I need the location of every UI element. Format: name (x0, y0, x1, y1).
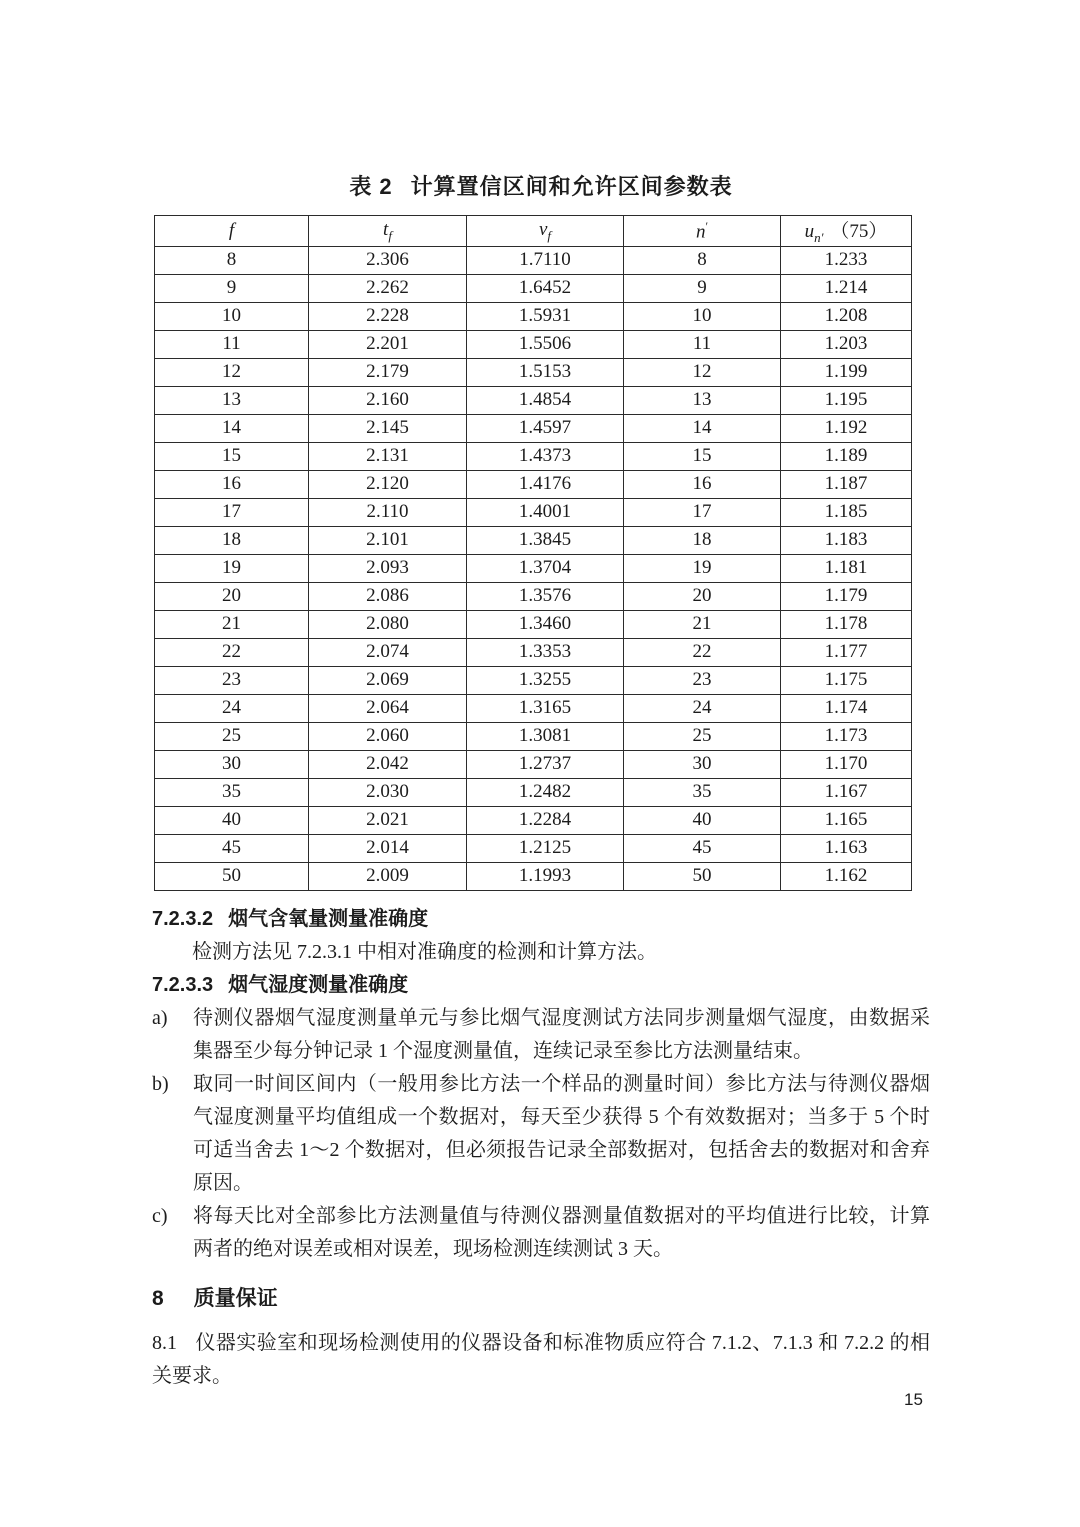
table-row (155, 526, 912, 554)
table-cell: 8 (624, 246, 781, 274)
table-cell: 40 (155, 806, 309, 834)
table-cell: 8 (155, 246, 309, 274)
table-cell: 1.2482 (467, 778, 624, 806)
table-cell: 18 (155, 526, 309, 554)
table-cell: 20 (155, 582, 309, 610)
table-cell: 22 (624, 638, 781, 666)
table-row (155, 414, 912, 442)
table-cell: 1.177 (781, 638, 912, 666)
table-cell: 2.014 (309, 834, 467, 862)
table-cell: 2.262 (309, 274, 467, 302)
chapter-title: 质量保证 (193, 1286, 278, 1310)
table-cell: 1.2284 (467, 806, 624, 834)
clause-text: 仪器实验室和现场检测使用的仪器设备和标准物质应符合 7.1.2、7.1.3 和 7.2.2 的相关要求。 (152, 1331, 930, 1387)
table-body (155, 246, 912, 890)
table-cell: 19 (624, 554, 781, 582)
table-cell: 18 (624, 526, 781, 554)
table-cell: 1.3081 (467, 722, 624, 750)
page-number: 15 (904, 1390, 923, 1409)
table-cell: 21 (155, 610, 309, 638)
table-cell: 1.170 (781, 750, 912, 778)
table-cell: 11 (155, 330, 309, 358)
table-cell: 2.179 (309, 358, 467, 386)
table-cell: 13 (155, 386, 309, 414)
table-cell: 1.3704 (467, 554, 624, 582)
table-cell: 1.4373 (467, 442, 624, 470)
table-cell: 2.009 (309, 862, 467, 890)
table-row (155, 442, 912, 470)
table-cell: 1.183 (781, 526, 912, 554)
table-cell: 2.060 (309, 722, 467, 750)
table-cell: 45 (155, 834, 309, 862)
table-cell: 35 (155, 778, 309, 806)
table-cell: 2.069 (309, 666, 467, 694)
table-cell: 24 (155, 694, 309, 722)
table-cell: 16 (624, 470, 781, 498)
column-header-nprime: n′ (624, 216, 781, 247)
table-cell: 15 (155, 442, 309, 470)
table-cell: 10 (624, 302, 781, 330)
table-cell: 1.167 (781, 778, 912, 806)
table-cell: 24 (624, 694, 781, 722)
table-cell: 1.208 (781, 302, 912, 330)
heading-7-2-3-2 (152, 903, 930, 936)
column-header-un75: $u_{n'}$ （75） (781, 216, 912, 247)
column-header-vf: $v_f$ (467, 216, 624, 247)
table-cell: 17 (624, 498, 781, 526)
table-cell: 2.030 (309, 778, 467, 806)
table-cell: 1.199 (781, 358, 912, 386)
table-cell: 2.021 (309, 806, 467, 834)
table-cell: 1.214 (781, 274, 912, 302)
table-row (155, 470, 912, 498)
table-row (155, 582, 912, 610)
document-page (152, 170, 930, 1393)
table-cell: 2.145 (309, 414, 467, 442)
table-row (155, 806, 912, 834)
table-cell: 1.173 (781, 722, 912, 750)
list-item (152, 1068, 930, 1200)
table-cell: 1.178 (781, 610, 912, 638)
table-row (155, 862, 912, 890)
table-cell: 2.093 (309, 554, 467, 582)
table-row (155, 330, 912, 358)
list-item-label: a) (152, 1006, 168, 1029)
table-row (155, 610, 912, 638)
table-cell: 50 (155, 862, 309, 890)
clause-number: 7.2.3.2 (152, 907, 214, 930)
table-row (155, 498, 912, 526)
clause-title: 烟气湿度测量准确度 (228, 973, 409, 996)
table-cell: 2.201 (309, 330, 467, 358)
table-cell: 2.110 (309, 498, 467, 526)
table-row (155, 722, 912, 750)
table-cell: 1.179 (781, 582, 912, 610)
table-cell: 1.3845 (467, 526, 624, 554)
table-cell: 2.042 (309, 750, 467, 778)
table-cell: 1.189 (781, 442, 912, 470)
table-cell: 1.3255 (467, 666, 624, 694)
table-row (155, 386, 912, 414)
table-cell: 1.192 (781, 414, 912, 442)
table-row (155, 302, 912, 330)
table-cell: 50 (624, 862, 781, 890)
table-row (155, 666, 912, 694)
parameters-table (154, 215, 912, 891)
table-cell: 2.074 (309, 638, 467, 666)
table-cell: 23 (155, 666, 309, 694)
table-cell: 22 (155, 638, 309, 666)
table-cell: 23 (624, 666, 781, 694)
clause-number: 7.2.3.3 (152, 973, 214, 996)
table-cell: 1.181 (781, 554, 912, 582)
clause-title: 烟气含氧量测量准确度 (228, 907, 429, 930)
table-caption (152, 170, 930, 201)
table-cell: 1.162 (781, 862, 912, 890)
heading-7-2-3-3 (152, 969, 930, 1002)
table-cell: 1.3353 (467, 638, 624, 666)
column-header-f: f (155, 216, 309, 247)
table-cell: 1.233 (781, 246, 912, 274)
table-cell: 1.165 (781, 806, 912, 834)
table-caption-text: 计算置信区间和允许区间参数表 (410, 174, 733, 199)
table-cell: 30 (624, 750, 781, 778)
table-cell: 1.187 (781, 470, 912, 498)
table-cell: 2.086 (309, 582, 467, 610)
table-cell: 25 (155, 722, 309, 750)
table-cell: 2.080 (309, 610, 467, 638)
list-item (152, 1200, 930, 1266)
table-cell: 30 (155, 750, 309, 778)
table-cell: 14 (155, 414, 309, 442)
table-row (155, 750, 912, 778)
table-cell: 1.3460 (467, 610, 624, 638)
table-cell: 1.1993 (467, 862, 624, 890)
list-item-text: 将每天比对全部参比方法测量值与待测仪器测量值数据对的平均值进行比较，计算两者的绝对误差或相对误差，现场检测连续测试 3 天。 (193, 1204, 930, 1260)
table-row (155, 638, 912, 666)
table-cell: 1.203 (781, 330, 912, 358)
table-cell: 14 (624, 414, 781, 442)
table-cell: 17 (155, 498, 309, 526)
table-cell: 1.5506 (467, 330, 624, 358)
table-cell: 11 (624, 330, 781, 358)
table-cell: 16 (155, 470, 309, 498)
paragraph-8-1 (152, 1327, 930, 1393)
table-cell: 1.7110 (467, 246, 624, 274)
table-row (155, 778, 912, 806)
table-cell: 2.306 (309, 246, 467, 274)
table-cell: 1.174 (781, 694, 912, 722)
table-cell: 2.160 (309, 386, 467, 414)
table-cell: 20 (624, 582, 781, 610)
table-cell: 2.064 (309, 694, 467, 722)
table-caption-number: 表 2 (349, 174, 393, 199)
clause-number: 8.1 (152, 1331, 177, 1354)
list-item-label: b) (152, 1072, 169, 1095)
heading-8 (152, 1282, 930, 1315)
table-cell: 15 (624, 442, 781, 470)
table-cell: 12 (624, 358, 781, 386)
list-item (152, 1002, 930, 1068)
table-cell: 2.131 (309, 442, 467, 470)
table-cell: 1.5931 (467, 302, 624, 330)
table-cell: 2.228 (309, 302, 467, 330)
table-header-row (155, 216, 912, 247)
table-cell: 40 (624, 806, 781, 834)
table-cell: 1.4597 (467, 414, 624, 442)
table-cell: 1.4001 (467, 498, 624, 526)
table-cell: 25 (624, 722, 781, 750)
clause-list (152, 1002, 930, 1266)
list-item-text: 待测仪器烟气湿度测量单元与参比烟气湿度测试方法同步测量烟气湿度，由数据采集器至少每分钟记录 1 个湿度测量值，连续记录至参比方法测量结束。 (193, 1006, 930, 1062)
table-cell: 1.5153 (467, 358, 624, 386)
table-row (155, 694, 912, 722)
table-cell: 1.3576 (467, 582, 624, 610)
table-cell: 21 (624, 610, 781, 638)
table-row (155, 274, 912, 302)
table-cell: 2.101 (309, 526, 467, 554)
chapter-number: 8 (152, 1286, 164, 1310)
table-cell: 45 (624, 834, 781, 862)
table-cell: 9 (624, 274, 781, 302)
table-cell: 1.4176 (467, 470, 624, 498)
table-cell: 12 (155, 358, 309, 386)
table-cell: 1.3165 (467, 694, 624, 722)
table-cell: 1.2125 (467, 834, 624, 862)
table-cell: 2.120 (309, 470, 467, 498)
table-cell: 9 (155, 274, 309, 302)
list-item-label: c) (152, 1204, 168, 1227)
table-cell: 1.6452 (467, 274, 624, 302)
table-row (155, 246, 912, 274)
table-cell: 1.175 (781, 666, 912, 694)
table-cell: 13 (624, 386, 781, 414)
column-header-tf: $t_f$ (309, 216, 467, 247)
paragraph-7-2-3-2: 检测方法见 7.2.3.1 中相对准确度的检测和计算方法。 (192, 940, 657, 963)
table-cell: 1.4854 (467, 386, 624, 414)
table-cell: 1.2737 (467, 750, 624, 778)
table-cell: 10 (155, 302, 309, 330)
table-cell: 1.195 (781, 386, 912, 414)
table-row (155, 358, 912, 386)
table-row (155, 834, 912, 862)
table-cell: 19 (155, 554, 309, 582)
table-row (155, 554, 912, 582)
table-cell: 1.185 (781, 498, 912, 526)
table-cell: 1.163 (781, 834, 912, 862)
table-cell: 35 (624, 778, 781, 806)
list-item-text: 取同一时间区间内（一般用参比方法一个样品的测量时间）参比方法与待测仪器烟气湿度测量平均值组成一个数据对，每天至少获得 5 个有效数据对；当多于 5 个时可适当舍去 1～2 个数据对，但必须报告记录全部数据对，包括舍去的数据对和舍弃原因。 (193, 1072, 930, 1194)
